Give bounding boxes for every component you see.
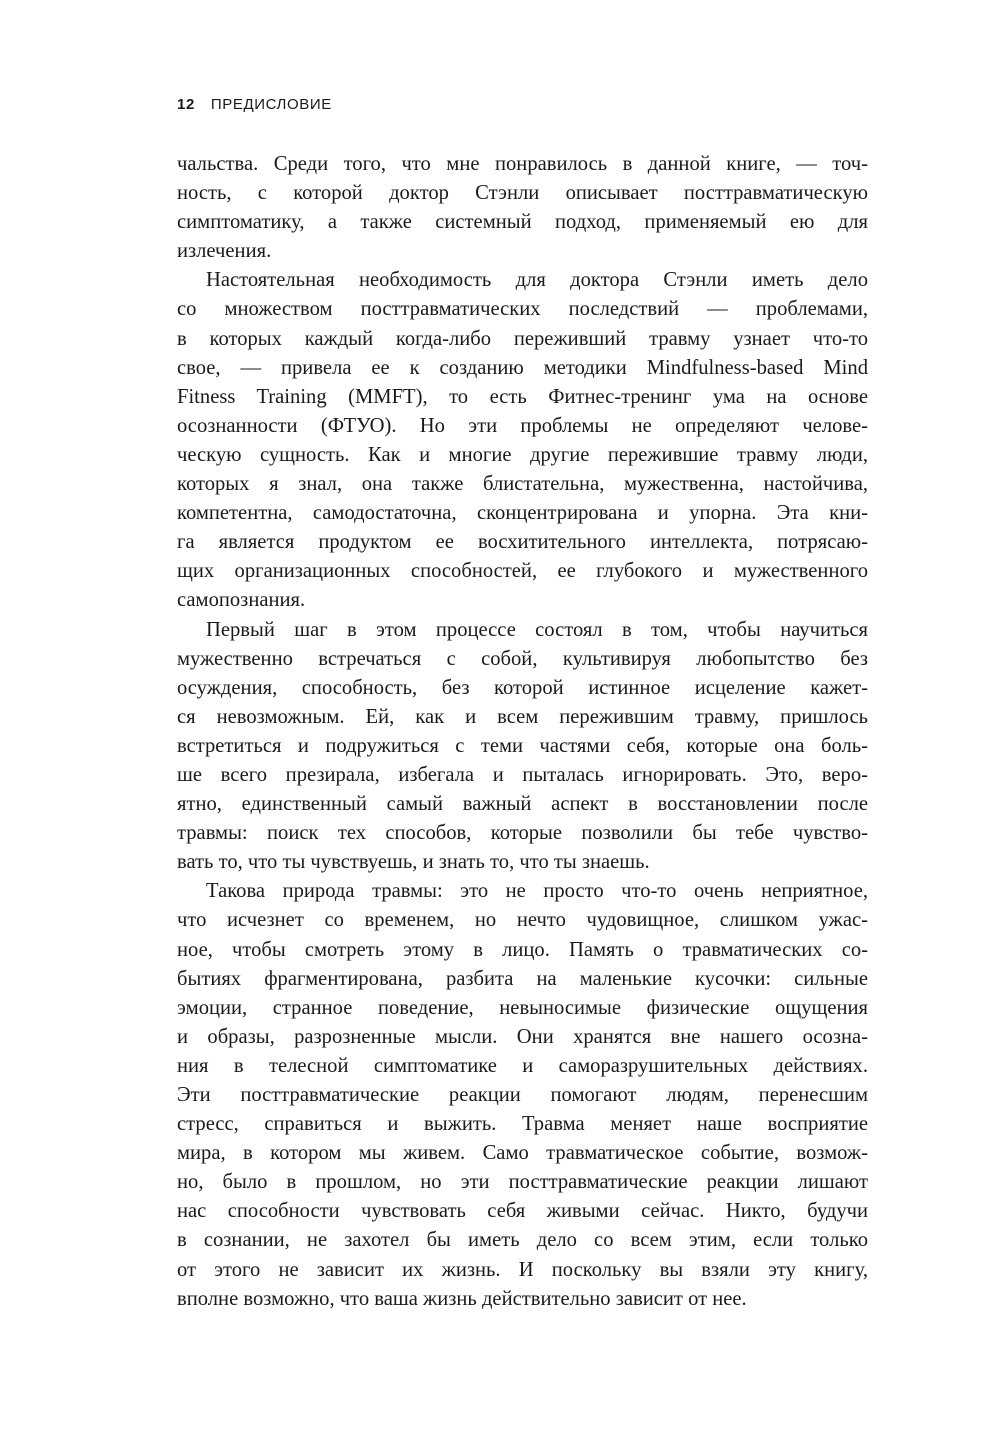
- text-line: мира, в котором мы живем. Само травматическое событие, возмож-: [177, 1142, 868, 1165]
- text-line: мужественно встречаться с собой, культивируя любопытство без: [177, 647, 868, 670]
- text-line: щих организационных способностей, ее глубокого и мужественного: [177, 560, 868, 583]
- text-line: ное, чтобы смотреть этому в лицо. Память о травматических со-: [177, 938, 868, 961]
- text-line: и образы, разрозненные мысли. Они хранятся вне нашего осозна-: [177, 1025, 868, 1048]
- text-line: нас способности чувствовать себя живыми сейчас. Никто, будучи: [177, 1200, 868, 1223]
- page-number: 12: [177, 96, 195, 113]
- text-line: но, было в прошлом, но эти посттравматические реакции лишают: [177, 1171, 868, 1194]
- text-line: га является продуктом ее восхитительного интеллекта, потрясаю-: [177, 531, 868, 554]
- text-line: ность, с которой доктор Стэнли описывает посттравматическую: [177, 182, 868, 205]
- text-line: Fitness Training (MMFT), то есть Фитнес-тренинг ума на основе: [177, 385, 868, 408]
- text-line: что исчезнет со временем, но нечто чудовищное, слишком ужас-: [177, 909, 868, 932]
- text-line: бытиях фрагментирована, разбита на маленькие кусочки: сильные: [177, 967, 868, 990]
- text-line: от этого не зависит их жизнь. И поскольку вы взяли эту книгу,: [177, 1258, 868, 1281]
- section-title: ПРЕДИСЛОВИЕ: [210, 96, 332, 113]
- text-line: вать то, что ты чувствуешь, и знать то, что ты знаешь.: [177, 851, 650, 874]
- text-line: Эти посттравматические реакции помогают людям, перенесшим: [177, 1084, 868, 1106]
- text-line: вполне возможно, что ваша жизнь действительно зависит от нее.: [177, 1287, 747, 1310]
- text-line: ятно, единственный самый важный аспект в восстановлении после: [177, 793, 868, 816]
- text-line: Такова природа травмы: это не просто что-то очень неприятное,: [206, 880, 868, 903]
- text-line: осознанности (ФТУО). Но эти проблемы не определяют челове-: [177, 414, 868, 437]
- text-line: стресс, справиться и выжить. Травма меняет наше восприятие: [177, 1113, 868, 1136]
- text-line: излечения.: [177, 240, 272, 263]
- text-line: в сознании, не захотел бы иметь дело со всем этим, если только: [177, 1229, 868, 1252]
- text-line: встретиться и подружиться с теми частями себя, которые она боль-: [177, 734, 868, 757]
- text-line: которых я знал, она также блистательна, мужественна, настойчива,: [177, 473, 868, 496]
- text-line: самопознания.: [177, 589, 306, 612]
- text-line: осуждения, способность, без которой истинное исцеление кажет-: [177, 676, 868, 699]
- text-line: Настоятельная необходимость для доктора Стэнли иметь дело: [206, 269, 868, 292]
- text-line: свое, — привела ее к созданию методики Mindfulness-based Mind: [177, 356, 868, 379]
- text-line: компетентна, самодостаточна, сконцентрирована и упорна. Эта кни-: [177, 502, 868, 525]
- text-line: в которых каждый когда-либо переживший травму узнает что-то: [177, 327, 868, 350]
- text-line: симптоматику, а также системный подход, применяемый ею для: [177, 211, 868, 234]
- text-line: травмы: поиск тех способов, которые позволили бы тебе чувство-: [177, 822, 868, 845]
- text-line: ческую сущность. Как и многие другие пережившие травму люди,: [177, 443, 868, 466]
- text-line: со множеством посттравматических последствий — проблемами,: [177, 298, 868, 321]
- text-line: ся невозможным. Ей, как и всем пережившим травму, пришлось: [177, 705, 868, 728]
- running-head: [177, 96, 332, 120]
- text-line: Первый шаг в этом процессе состоял в том, чтобы научиться: [206, 618, 868, 641]
- text-line: чальства. Среди того, что мне понравилось в данной книге, — точ-: [177, 153, 868, 175]
- body-text: [177, 150, 868, 1314]
- text-line: ше всего презирала, избегала и пыталась игнорировать. Это, веро-: [177, 763, 868, 786]
- text-line: эмоции, странное поведение, невыносимые физические ощущения: [177, 996, 868, 1019]
- text-line: ния в телесной симптоматике и саморазрушительных действиях.: [177, 1054, 868, 1077]
